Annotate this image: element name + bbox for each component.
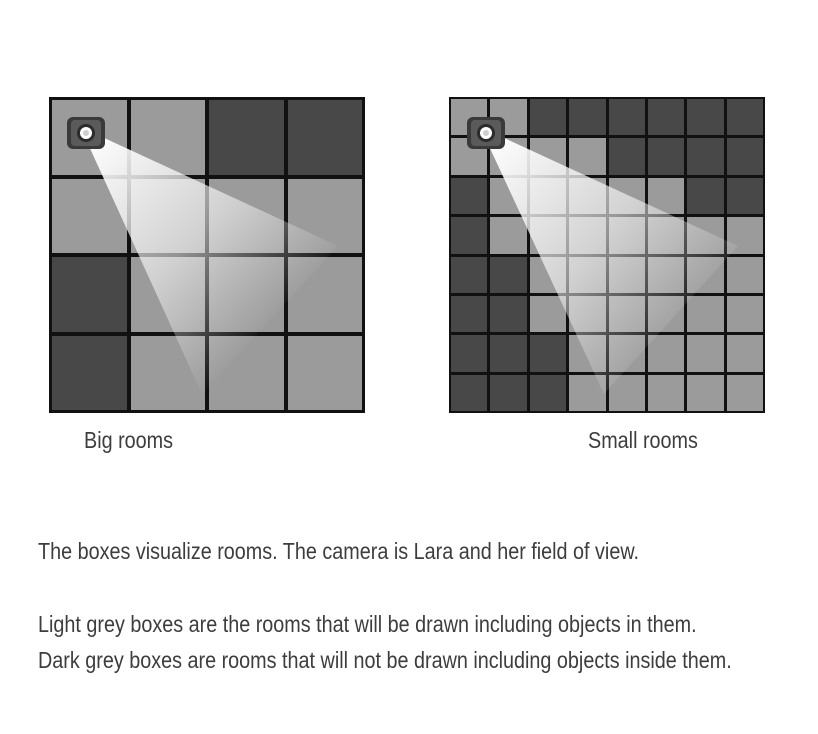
room-not-drawn — [687, 138, 723, 174]
room-drawn — [569, 296, 605, 332]
room-not-drawn — [288, 100, 363, 175]
room-drawn — [609, 335, 645, 371]
room-drawn — [687, 217, 723, 253]
big-rooms-caption: Big rooms — [84, 427, 174, 453]
description-line-3: Dark grey boxes are rooms that will not be drawn including objects inside them. — [38, 647, 732, 673]
room-drawn — [530, 257, 566, 293]
room-not-drawn — [451, 178, 487, 214]
room-drawn — [687, 296, 723, 332]
room-drawn — [288, 257, 363, 332]
room-not-drawn — [530, 375, 566, 411]
room-drawn — [609, 178, 645, 214]
room-not-drawn — [648, 138, 684, 174]
room-not-drawn — [209, 100, 284, 175]
room-drawn — [609, 257, 645, 293]
small-rooms-caption: Small rooms — [588, 427, 698, 453]
room-drawn — [288, 336, 363, 411]
room-drawn — [569, 178, 605, 214]
room-not-drawn — [451, 217, 487, 253]
room-drawn — [490, 217, 526, 253]
room-not-drawn — [727, 178, 763, 214]
big-rooms-grid — [49, 97, 365, 413]
description-line-1: The boxes visualize rooms. The camera is Lara and her field of view. — [38, 538, 640, 564]
room-drawn — [648, 257, 684, 293]
room-not-drawn — [609, 99, 645, 135]
room-not-drawn — [490, 257, 526, 293]
room-drawn — [687, 375, 723, 411]
room-drawn — [569, 257, 605, 293]
room-drawn — [727, 335, 763, 371]
room-drawn — [648, 375, 684, 411]
room-not-drawn — [648, 99, 684, 135]
room-drawn — [648, 217, 684, 253]
room-drawn — [687, 335, 723, 371]
room-not-drawn — [451, 335, 487, 371]
room-drawn — [52, 179, 127, 254]
room-not-drawn — [609, 138, 645, 174]
small-rooms-grid — [449, 97, 765, 413]
room-drawn — [609, 296, 645, 332]
room-drawn — [490, 178, 526, 214]
room-drawn — [52, 100, 127, 175]
room-drawn — [530, 217, 566, 253]
room-drawn — [131, 179, 206, 254]
room-drawn — [131, 257, 206, 332]
room-drawn — [609, 375, 645, 411]
room-not-drawn — [451, 257, 487, 293]
room-drawn — [727, 257, 763, 293]
room-not-drawn — [490, 335, 526, 371]
room-drawn — [648, 335, 684, 371]
room-drawn — [727, 375, 763, 411]
room-drawn — [530, 138, 566, 174]
room-not-drawn — [490, 296, 526, 332]
room-drawn — [451, 138, 487, 174]
room-drawn — [569, 335, 605, 371]
room-drawn — [648, 296, 684, 332]
room-not-drawn — [687, 178, 723, 214]
room-drawn — [569, 375, 605, 411]
room-not-drawn — [530, 335, 566, 371]
room-drawn — [288, 179, 363, 254]
room-drawn — [727, 296, 763, 332]
room-not-drawn — [451, 296, 487, 332]
description-line-2: Light grey boxes are the rooms that will be drawn including objects in them. — [38, 611, 697, 637]
room-drawn — [490, 99, 526, 135]
room-drawn — [209, 257, 284, 332]
room-drawn — [490, 138, 526, 174]
room-not-drawn — [451, 375, 487, 411]
room-drawn — [569, 138, 605, 174]
room-not-drawn — [687, 99, 723, 135]
room-drawn — [530, 178, 566, 214]
room-drawn — [687, 257, 723, 293]
room-not-drawn — [490, 375, 526, 411]
room-drawn — [131, 336, 206, 411]
room-drawn — [648, 178, 684, 214]
room-drawn — [727, 217, 763, 253]
room-not-drawn — [727, 138, 763, 174]
room-not-drawn — [530, 99, 566, 135]
room-drawn — [209, 179, 284, 254]
room-drawn — [530, 296, 566, 332]
room-drawn — [609, 217, 645, 253]
room-not-drawn — [52, 336, 127, 411]
room-drawn — [131, 100, 206, 175]
room-not-drawn — [727, 99, 763, 135]
room-not-drawn — [569, 99, 605, 135]
room-drawn — [569, 217, 605, 253]
room-not-drawn — [52, 257, 127, 332]
room-drawn — [209, 336, 284, 411]
room-drawn — [451, 99, 487, 135]
